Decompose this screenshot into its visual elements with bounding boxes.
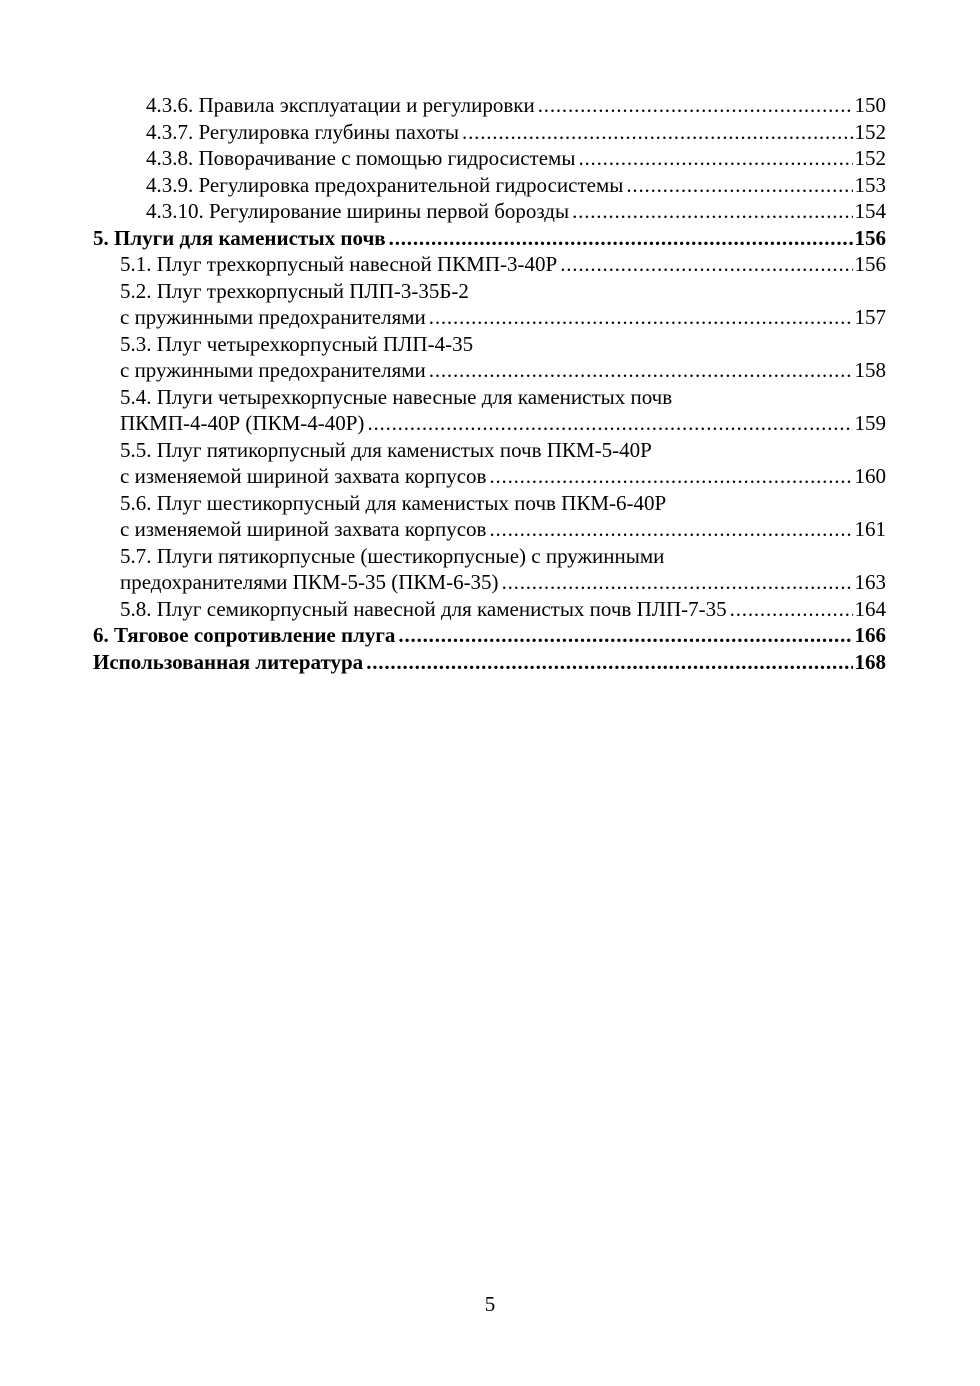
toc-entry[interactable] [93,384,886,437]
toc-entry[interactable] [93,278,886,331]
toc-entry-page: 154 [854,199,886,223]
toc-entry[interactable] [93,596,886,623]
toc-entry-title: 5.8. Плуг семикорпусный навесной для каменистых почв ПЛП-7-35 [120,596,727,621]
toc-entry[interactable] [93,543,886,596]
toc-entry-page: 163 [854,570,886,594]
toc-entry-title: с пружинными предохранителями [120,358,426,382]
toc-entry[interactable] [93,437,886,490]
toc-entry-page: 153 [854,172,886,197]
dot-leader [367,410,852,437]
toc-entry[interactable] [93,225,886,252]
toc-entry-page: 152 [854,146,886,170]
toc-entry-title: с изменяемой шириной захвата корпусов [120,464,487,488]
toc-entry-title-line: 5.2. Плуг трехкорпусный ПЛП-3-35Б-2 [120,278,469,303]
toc-entry[interactable] [93,622,886,649]
dot-leader [462,119,852,146]
toc-entry-title: с пружинными предохранителями [120,305,426,329]
toc-entry-title: 4.3.8. Поворачивание с помощью гидросистемы [146,146,576,170]
toc-entry-title: 5. Плуги для каменистых почв [93,225,386,250]
toc-entry-title-line: 5.5. Плуг пятикорпусный для каменистых почв ПКМ-5-40Р [120,437,652,462]
toc-entry-page: 158 [854,358,886,382]
toc-entry-page: 168 [854,649,886,674]
toc-entry-title: 4.3.7. Регулировка глубины пахоты [146,119,460,144]
toc-entry-page: 166 [854,623,886,647]
toc-entry[interactable] [93,649,886,676]
dot-leader [538,92,853,119]
toc-entry-title: 5.1. Плуг трехкорпусный навесной ПКМП-3-40Р [120,252,558,276]
dot-leader [502,569,853,596]
toc-entry-page: 152 [854,119,886,144]
dot-leader [489,516,852,543]
toc-entry-title-line: 5.7. Плуги пятикорпусные (шестикорпусные) с пружинными [120,543,665,568]
dot-leader [429,357,853,384]
page-number: 5 [484,1292,496,1316]
toc-entry[interactable] [93,331,886,384]
toc-entry-title-line: 5.3. Плуг четырехкорпусный ПЛП-4-35 [120,331,474,356]
toc-entry[interactable] [93,198,886,225]
toc-entry-page: 160 [854,464,886,488]
dot-leader [366,649,852,676]
dot-leader [626,172,852,199]
toc-entry-title-line: 5.6. Плуг шестикорпусный для каменистых почв ПКМ-6-40Р [120,490,667,515]
toc-entry-page: 156 [854,252,886,276]
toc-entry[interactable] [93,92,886,119]
dot-leader [560,251,852,278]
toc-entry[interactable] [93,119,886,146]
toc-entry-title: ПКМП-4-40Р (ПКМ-4-40Р) [120,411,365,435]
toc-entry-title-line: 5.4. Плуги четырехкорпусные навесные для каменистых почв [120,384,673,409]
toc-entry-page: 157 [854,305,886,329]
dot-leader [489,463,852,490]
toc-entry-page: 161 [854,517,886,541]
toc-entry-title: 4.3.10. Регулирование ширины первой борозды [146,199,570,223]
toc-entry-title: предохранителями ПКМ-5-35 (ПКМ-6-35) [120,570,499,594]
toc-entry-title: 4.3.6. Правила эксплуатации и регулировки [146,93,535,117]
toc-entry-page: 159 [854,411,886,435]
dot-leader [572,198,852,225]
toc-entry-title: Использованная литература [93,649,364,674]
toc-entry-title: 6. Тяговое сопротивление плуга [93,623,396,647]
dot-leader [398,622,852,649]
dot-leader [730,596,853,623]
dot-leader [389,225,853,252]
toc-entry-title: 4.3.9. Регулировка предохранительной гидросистемы [146,172,624,197]
toc-entry-title: с изменяемой шириной захвата корпусов [120,517,487,541]
toc-entry[interactable] [93,172,886,199]
toc-entry-page: 156 [854,225,886,250]
toc-entry-page: 150 [854,93,886,117]
toc-entry-page: 164 [854,596,886,621]
table-of-contents [93,92,886,675]
dot-leader [429,304,853,331]
toc-entry[interactable] [93,145,886,172]
toc-entry[interactable] [93,251,886,278]
dot-leader [578,145,852,172]
toc-entry[interactable] [93,490,886,543]
